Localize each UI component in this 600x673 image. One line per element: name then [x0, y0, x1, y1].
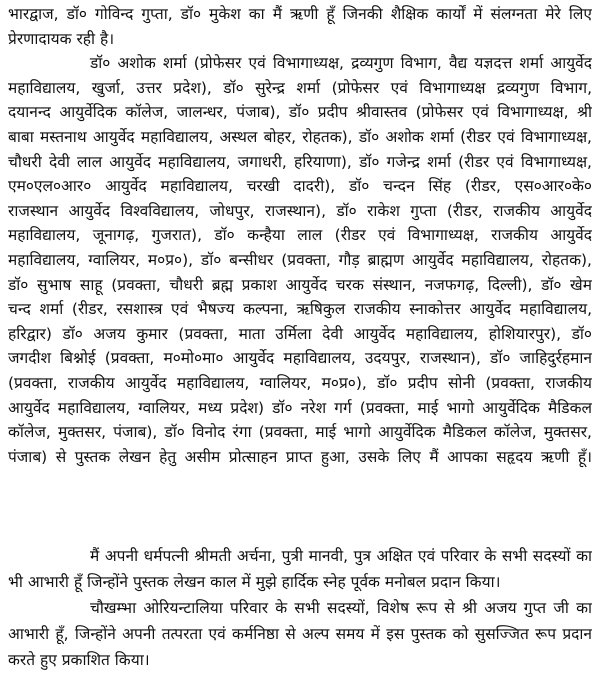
text-line: पंजाब) से पुस्तक लेखन हेतु असीम प्रोत्साहन प्राप्त हुआ, उसके लिए मैं आपका सहृदय ऋणी हूँ।	[8, 447, 592, 466]
text-line: आयुर्वेद महाविद्यालय, ग्वालियर, मध्य प्रदेश) डॉ० नरेश गर्ग (प्रवक्ता, माई भागो आयुर्वेदिक मैडिकल	[8, 398, 592, 417]
text-line: आभारी हूँ, जिन्होंने अपनी तत्परता एवं कर्मनिष्ठा से अल्प समय में इस पुस्तक को सुसज्जित रूप प्रदान	[8, 625, 592, 643]
text-line: भी आभारी हूँ जिन्होंने पुस्तक लेखन काल में मुझे हार्दिक स्नेह पूर्वक मनोबल प्रदान किया।	[8, 573, 501, 591]
text-line: महाविद्यालय, खुर्जा, उत्तर प्रदेश), डॉ० सुरेन्द्र शर्मा (प्रोफेसर एवं विभागाध्यक्ष द्रव्यगुण विभाग,	[8, 78, 592, 97]
text-line: महाविद्यालय, जूनागढ़, गुजरात), डॉ० कन्हैया लाल (रीडर एवं विभागाध्यक्ष, राजकीय आयुर्वेद	[8, 226, 592, 245]
text-line: चौखम्भा ओरियन्टालिया परिवार के सभी सदस्यों, विशेष रूप से श्री अजय गुप्त जी का	[90, 599, 592, 617]
acknowledgement-block	[8, 2, 592, 494]
text-line: राजस्थान आयुर्वेद विश्वविद्यालय, जोधपुर, राजस्थान), डॉ० राकेश गुप्ता (रीडर, राजकीय आयुर्वेद	[8, 201, 592, 220]
text-line: हरिद्वार) डॉ० अजय कुमार (प्रवक्ता, माता उर्मिला देवी आयुर्वेद महाविद्यालय, होशियारपुर), डॉ०	[8, 324, 592, 343]
text-line: एम०एल०आर० आयुर्वेद महाविद्यालय, चरखी दादरी), डॉ० चन्दन सिंह (रीडर, एस०आर०के०	[8, 177, 592, 196]
text-line: डॉ० अशोक शर्मा (प्रोफेसर एवं विभागाध्यक्ष, द्रव्यगुण विभाग, वैद्य यज्ञदत्त शर्मा आयुर्वेद	[90, 54, 592, 73]
text-line: मैं अपनी धर्मपत्नी श्रीमती अर्चना, पुत्री मानवी, पुत्र अक्षित एवं परिवार के सभी सदस्यों का	[90, 547, 592, 565]
text-line: प्रेरणादायक रही है।	[8, 29, 115, 48]
text-line: जगदीश बिश्नोई (प्रवक्ता, म०मो०मा० आयुर्वेद महाविद्यालय, उदयपुर, राजस्थान), डॉ० जाहिदुर्रहमान	[8, 349, 592, 368]
text-line: महाविद्यालय, ग्वालियर, म०प्र०), डॉ० बन्सीधर (प्रवक्ता, गौड़ ब्राह्मण आयुर्वेद महाविद्यालय, रोहतक),	[8, 250, 592, 269]
family-publisher-block	[8, 543, 592, 673]
text-line: चौधरी देवी लाल आयुर्वेद महाविद्यालय, जगाधरी, हरियाणा), डॉ० गजेन्द्र शर्मा (रीडर एवं विभागाध्यक्ष,	[8, 152, 592, 171]
text-line: करते हुए प्रकाशित किया।	[8, 651, 150, 669]
text-line: भारद्वाज, डॉ० गोविन्द गुप्ता, डॉ० मुकेश का मैं ऋणी हूँ जिनकी शैक्षिक कार्यों में संलग्नता मेरे लिए	[8, 5, 592, 23]
text-line: दयानन्द आयुर्वेदिक कॉलेज, जालन्धर, पंजाब), डॉ० प्रदीप श्रीवास्तव (प्रोफेसर एवं विभागाध्यक्ष, श्री	[8, 103, 592, 122]
text-line	[8, 469, 592, 494]
text-line: (प्रवक्ता, राजकीय आयुर्वेद महाविद्यालय, ग्वालियर, म०प्र०), डॉ० प्रदीप सोनी (प्रवक्ता, राजकीय	[8, 373, 592, 392]
text-line: डॉ० सुभाष साहू (प्रवक्ता, चौधरी ब्रह्म प्रकाश आयुर्वेद चरक संस्थान, नजफगढ़, दिल्ली), डॉ० खेम	[8, 275, 592, 294]
text-line: कॉलेज, मुक्तसर, पंजाब), डॉ० विनोद रंगा (प्रवक्ता, माई भागो आयुर्वेदिक मैडिकल कॉलेज, मुक्तसर,	[8, 423, 592, 442]
text-line: चन्द शर्मा (रीडर, रसशास्त्र एवं भैषज्य कल्पना, ऋषिकुल राजकीय स्नाकोत्तर आयुर्वेद महाविद्यालय,	[8, 300, 592, 319]
text-line: बाबा मस्तनाथ आयुर्वेद महाविद्यालय, अस्थल बोहर, रोहतक), डॉ० अशोक शर्मा (रीडर एवं विभागाध्यक्ष,	[8, 127, 592, 146]
